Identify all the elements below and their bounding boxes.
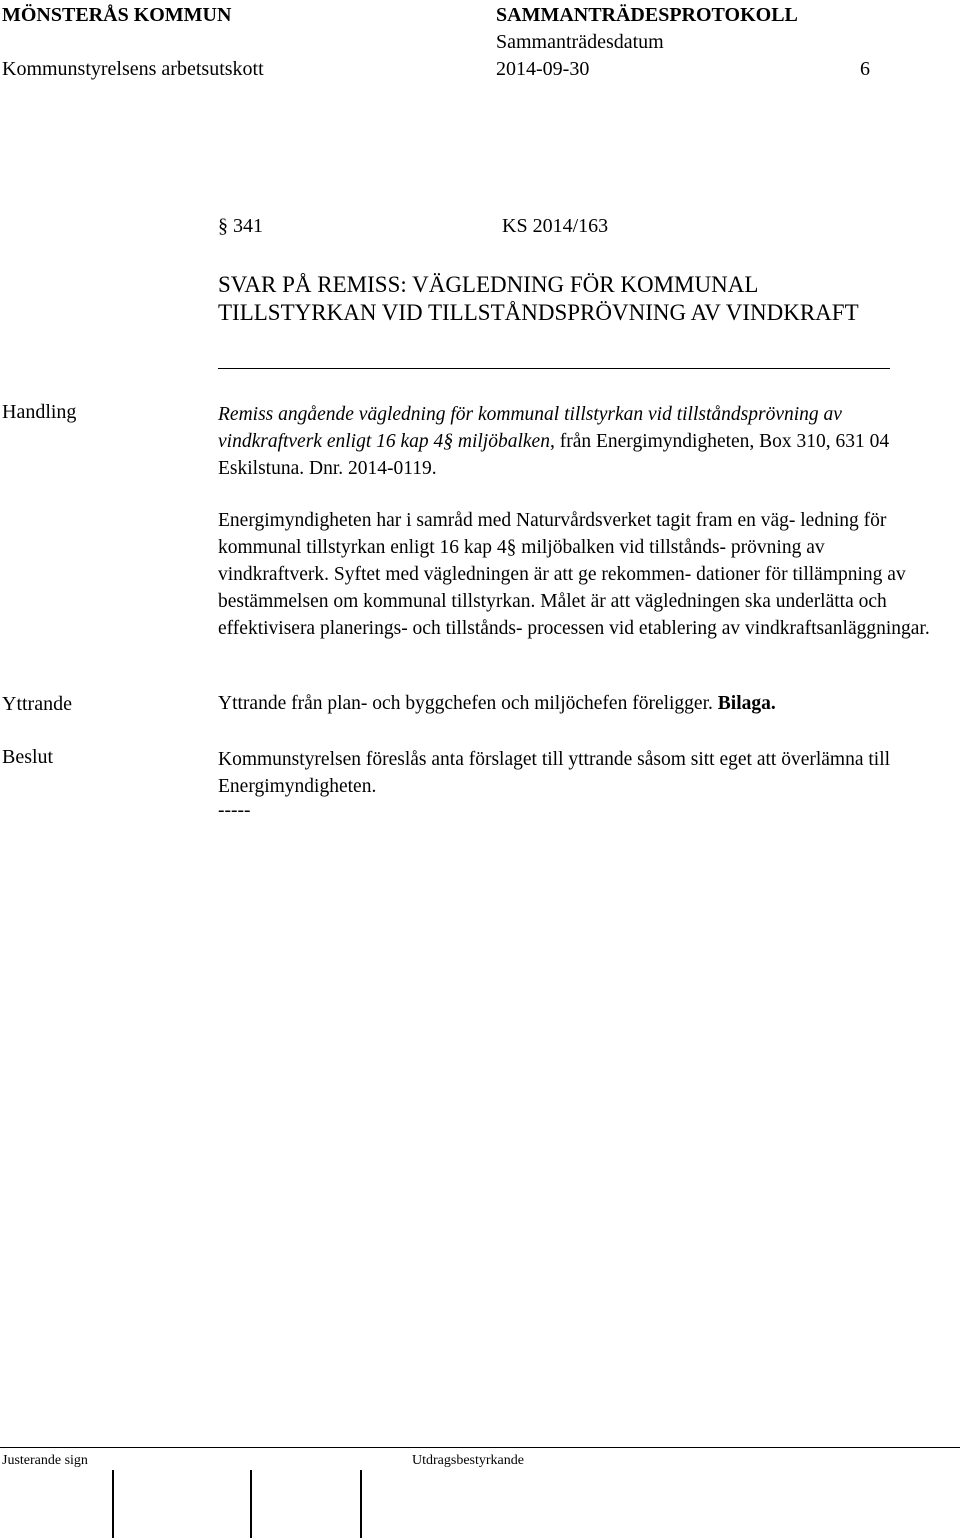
beslut-text: Kommunstyrelsen föreslås anta förslaget till yttrande såsom sitt eget att överlämna till Energimyndigheten.: [218, 749, 891, 797]
page-number: 6: [860, 58, 870, 80]
committee-name: Kommunstyrelsens arbetsutskott: [2, 58, 264, 80]
label-beslut: Beslut: [2, 746, 54, 768]
label-handling: Handling: [2, 401, 77, 423]
handling-italic: Remiss angående vägledning för kommunal tillstyrkan vid tillståndsprövning av vindkraftverk enligt 16 kap 4§ miljöbalken: [218, 404, 842, 452]
organization-name: MÖNSTERÅS KOMMUN: [2, 4, 232, 26]
footer-justerande: Justerande sign: [2, 1453, 88, 1468]
section-title: SVAR PÅ REMISS: VÄGLEDNING FÖR KOMMUNAL TILLSTYRKAN VID TILLSTÅNDSPRÖVNING AV VINDKRAFT: [218, 272, 859, 325]
signature-box-line: [112, 1470, 114, 1538]
title-underline: [218, 368, 890, 369]
diary-number: KS 2014/163: [502, 215, 609, 237]
end-dashes: -----: [218, 800, 251, 821]
meeting-date: 2014-09-30: [496, 58, 590, 80]
yttrande-text: [218, 693, 776, 715]
document-type: SAMMANTRÄDESPROTOKOLL: [496, 4, 798, 26]
paragraph-number: § 341: [218, 215, 263, 237]
date-label: Sammanträdesdatum: [496, 31, 664, 53]
yttrande-attachment: Bilaga.: [717, 693, 776, 714]
handling-rest: , från Energimyndigheten, Box 310, 631 04 Eskilstuna. Dnr. 2014-0119.: [218, 431, 890, 479]
body-paragraph: Energimyndigheten har i samråd med Naturvårdsverket tagit fram en väg- ledning för kommunal tillstyrkan enligt 16 kap 4§ miljöbalken vid tillstånds- prövning av vindkraftverk. Syftet med vägledningen är att ge rekommen- dationer för tillämpning av bestämmelsen om kommunal tillstyrkan. Målet är att vägledningen ska underlätta och effektivisera planerings- och tillstånds- processen vid etablering av vindkraftsanläggningar.: [218, 510, 930, 639]
footer-utdrag: Utdragsbestyrkande: [412, 1453, 524, 1468]
footer-rule: [0, 1447, 960, 1448]
handling-text: [218, 401, 938, 482]
signature-box-line: [360, 1470, 362, 1538]
label-yttrande: Yttrande: [2, 693, 72, 715]
yttrande-sentence: Yttrande från plan- och byggchefen och miljöchefen föreligger.: [218, 693, 718, 714]
signature-box-line: [250, 1470, 252, 1538]
